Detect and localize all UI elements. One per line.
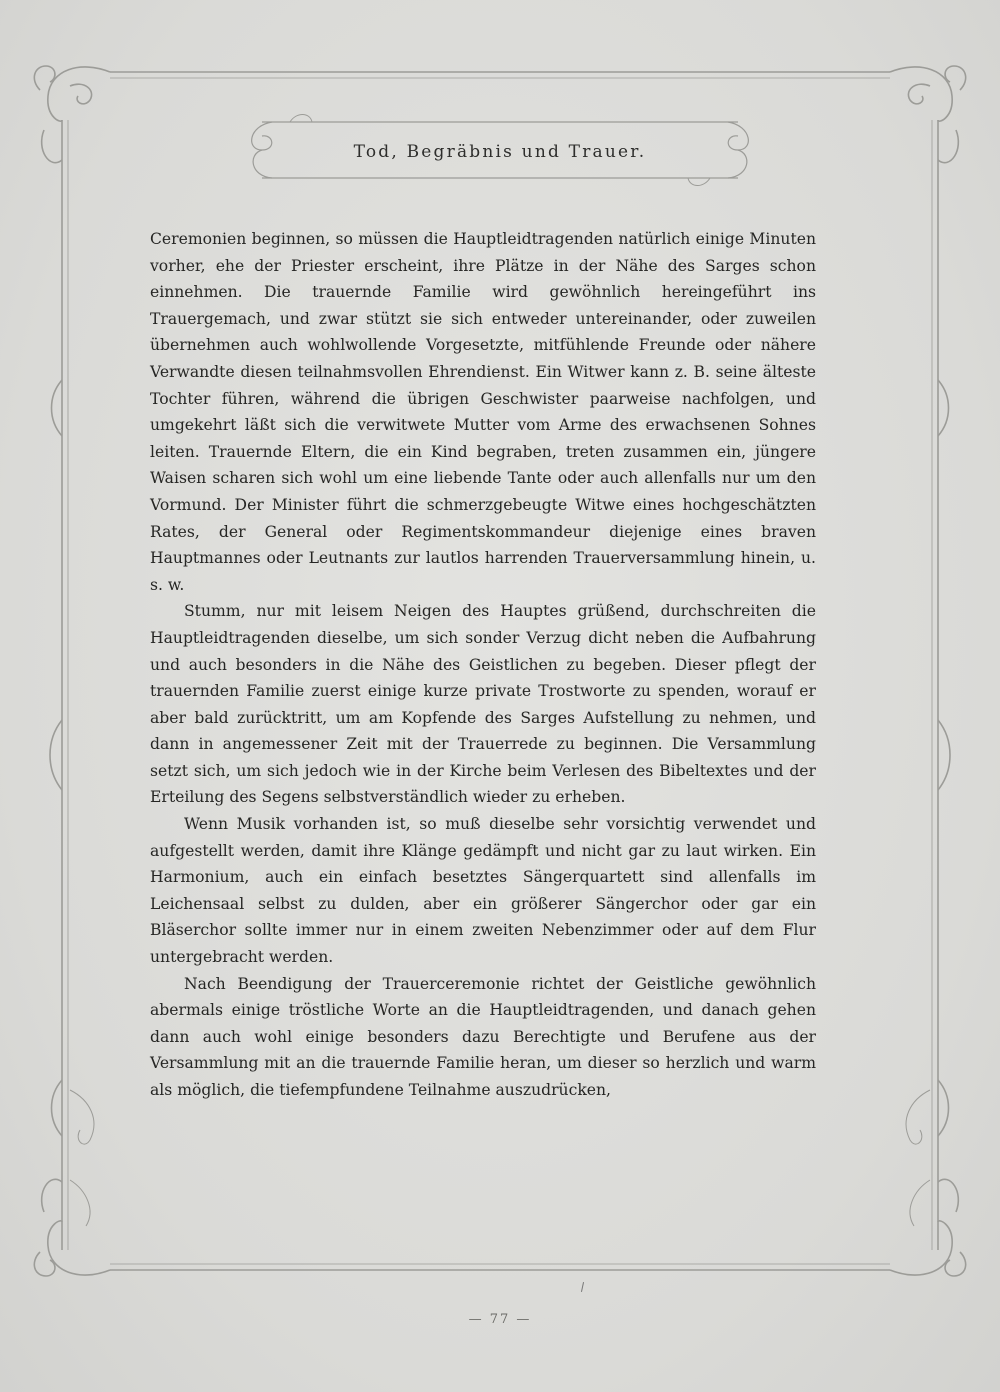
body-text [150, 226, 816, 1104]
paragraph: Stumm, nur mit leisem Neigen des Hauptes grüßend, durchschreiten die Hauptleidtragenden dieselbe, um sich sonder Verzug dicht neben die Aufbahrung und auch besonders in die Nähe des Geistlichen zu begeben. Dieser pflegt der trauernden Familie zuerst einige kurze private Trostworte zu spenden, worauf er aber bald zurücktritt, um am Kopfende des Sarges Aufstellung zu nehmen, und dann in angemessener Zeit mit der Trauerrede zu beginnen. Die Versammlung setzt sich, um sich jedoch wie in der Kirche beim Verlesen des Bibeltextes und der Erteilung des Segens selbstverständlich wieder zu erheben. [150, 602, 816, 807]
paragraph: Wenn Musik vorhanden ist, so muß dieselbe sehr vorsichtig verwendet und aufgestellt werden, damit ihre Klänge gedämpft und nicht gar zu laut wirken. Ein Harmonium, auch ein einfach besetztes Sängerquartett sind allenfalls im Leichensaal selbst zu dulden, aber ein größerer Sängerchor oder gar ein Bläserchor sollte immer nur in einem zweiten Nebenzimmer oder auf dem Flur untergebracht werden. [150, 815, 816, 967]
page-number: — 77 — [468, 1312, 532, 1327]
running-header: Tod, Begräbnis und Trauer. [353, 142, 647, 162]
paragraph: Ceremonien beginnen, so müssen die Hauptleidtragenden natürlich einige Minuten vorher, ehe der Priester erscheint, ihre Plätze in der Nähe des Sarges schon einnehmen. Die trauernde Familie wird gewöhnlich hereingeführt ins Trauergemach, und zwar stützt sie sich entweder untereinander, oder zuweilen übernehmen auch wohlwollende Vorgesetzte, mitfühlende Freunde oder nähere Verwandte diesen teilnahmsvollen Ehrendienst. Ein Witwer kann z. B. seine älteste Tochter führen, während die übrigen Geschwister paarweise nachfolgen, und umgekehrt läßt sich die verwitwete Mutter vom Arme des erwachsenen Sohnes leiten. Trauernde Eltern, die ein Kind begraben, treten zusammen ein, jüngere Waisen scharen sich wohl um eine liebende Tante oder auch allenfalls nur um den Vormund. Der Minister führt die schmerzgebeugte Witwe eines hochgeschätzten Rates, der General oder Regimentskommandeur diejenige eines braven Hauptmannes oder Leutnants zur lautlos harrenden Trauerversammlung hinein, u. s. w. [150, 230, 816, 594]
paragraph: Nach Beendigung der Trauerceremonie richtet der Geistliche gewöhnlich abermals einige tröstliche Worte an die Hauptleidtragenden, und danach gehen dann auch wohl einige besonders dazu Berechtigte und Berufene aus der Versammlung mit an die trauernde Familie heran, um dieser so herzlich und warm als möglich, die tiefempfundene Teilnahme auszudrücken, [150, 974, 816, 1099]
